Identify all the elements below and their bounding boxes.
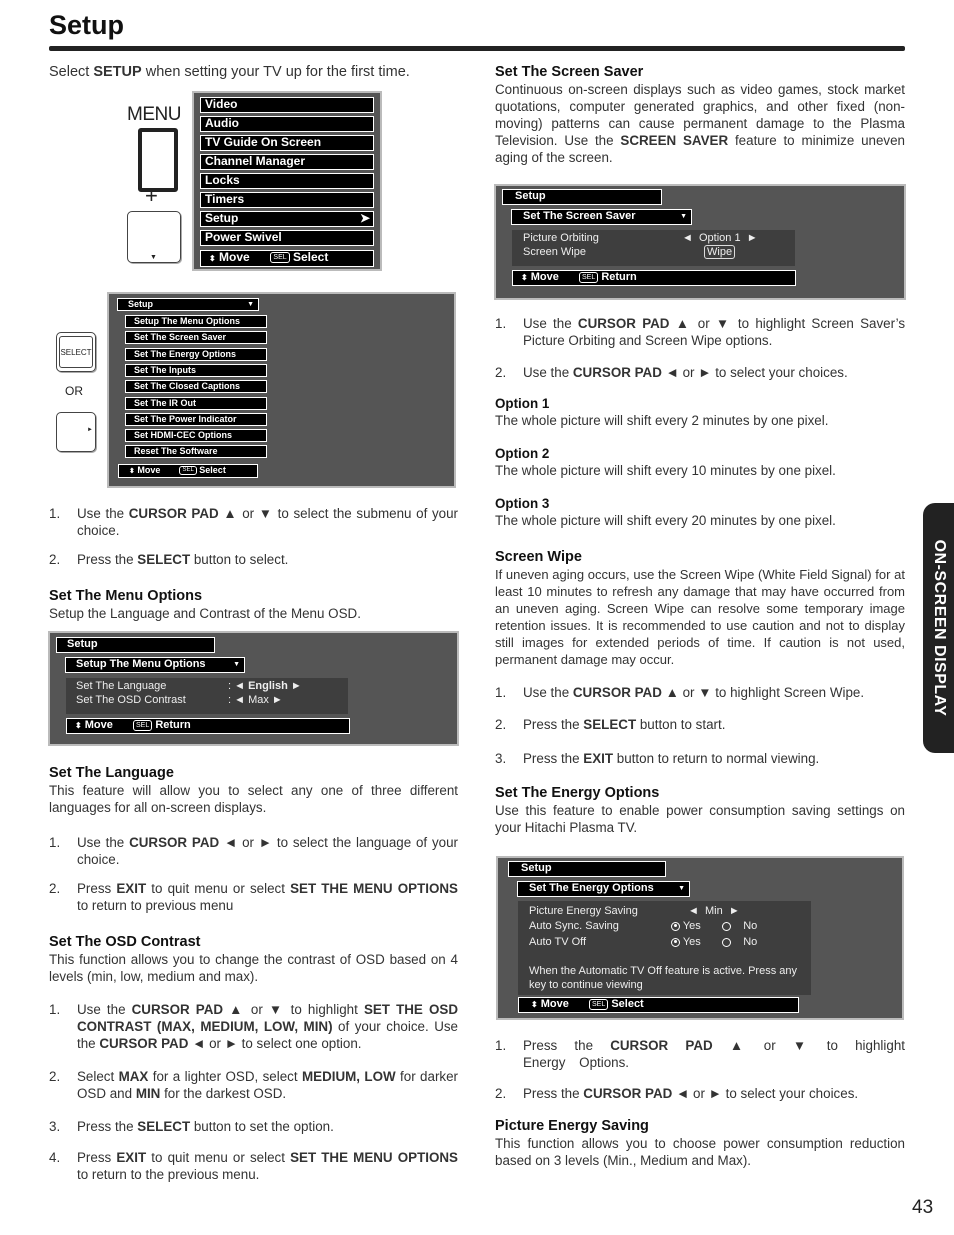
- title-rule: [49, 46, 905, 51]
- select-button-icon: SELECT: [56, 332, 96, 372]
- setup-item-reset-software[interactable]: Reset The Software: [125, 445, 267, 458]
- setup-item-inputs[interactable]: Set The Inputs: [125, 364, 267, 377]
- screen-saver-settings: Picture Orbiting ◄ Option 1 ► Screen Wipe Wipe: [512, 230, 795, 266]
- auto-tv-off-no-radio[interactable]: No: [722, 936, 757, 948]
- osd-submenu-title: Set The Energy Options ▼: [517, 881, 690, 897]
- screen-saver-steps: 1. Use the CURSOR PAD ▲ or ▼ to highlight Screen Saver’s Picture Orbiting and Screen Wipe options. 2. Use the CURSOR PAD ◄ or ► to select your choices. Option 1 The whole picture will shift every 2 minutes by one pixel. Option 2 The whole picture will shift every 10 minutes by one pixel. Option 3 The whole picture will shift every 20 minutes by one pixel.: [495, 316, 906, 528]
- osd-nav-bar: ⬍ Move SEL Return: [66, 718, 350, 734]
- intro-text: Select SETUP when setting your TV up for the first time.: [49, 64, 410, 80]
- main-menu-nav-bar: ⬍ Move SEL Select: [200, 250, 374, 267]
- auto-sync-no-radio[interactable]: No: [722, 920, 757, 932]
- cursor-down-button-icon: ▼: [127, 211, 181, 263]
- menu-item-audio[interactable]: Audio: [200, 116, 374, 132]
- dropdown-arrow-icon: ▼: [233, 661, 240, 668]
- sel-icon: SEL: [133, 720, 152, 731]
- energy-settings: Picture Energy Saving ◄ Min ► Auto Sync. Saving Yes No Auto TV Off Yes No When the Automatic TV Off feature is active. Press any key to continue viewing: [518, 901, 811, 995]
- menu-item-locks[interactable]: Locks: [200, 173, 374, 189]
- osd-submenu-title: Setup The Menu Options ▼: [65, 657, 245, 673]
- menu-item-video[interactable]: Video: [200, 97, 374, 113]
- setup-menu-header: Setup ▼: [117, 298, 259, 311]
- contrast-section: Set The OSD Contrast This function allows you to change the contrast of OSD based on 4 levels (min, low, medium and max). 1. Use the CURSOR PAD ▲ or ▼ to highlight SET THE OSD CONTRAST (MAX, MEDIUM, LOW, MIN) of your choice. Use the CURSOR PAD ◄ or ► to select one option. 2. Select MAX for a lighter OSD, select MEDIUM, LOW for darker OSD and MIN for the darkest OSD. 3. Press the SELECT button to set the option. 4. Press EXIT to quit menu or select SET THE MENU OPTIONS to return to the previous menu.: [49, 934, 459, 1182]
- menu-item-power-swivel[interactable]: Power Swivel: [200, 230, 374, 246]
- setup-item-screen-saver[interactable]: Set The Screen Saver: [125, 331, 267, 344]
- sel-icon: SEL: [179, 466, 196, 475]
- setup-item-hdmi-cec[interactable]: Set HDMI-CEC Options: [125, 429, 267, 442]
- screen-saver-section: Set The Screen Saver Continuous on-screen displays such as video games, stock market quotations, computer generated graphics, and other fixed (non-moving) patterns can cause permanent damage to the Plasma Television. Use the SCREEN SAVER feature to minimize uneven aging of the screen.: [495, 64, 906, 165]
- menu-button-icon: [138, 128, 178, 192]
- screen-wipe-section: Screen Wipe If uneven aging occurs, use the Screen Wipe (White Field Signal) for at least 10 minutes to refresh any damage that may have occurred from an uneven aging. Screen Wipe can resolve some temporary image retention issues. It is recommended to use caution and not to display still images for extended periods of time. If caution is not used, permanent damage may occur. 1. Use the CURSOR PAD ▲ or ▼ to highlight Screen Wipe. 2. Press the SELECT button to start. 3. Press the EXIT button to return to normal viewing.: [495, 549, 905, 766]
- setup-item-menu-options[interactable]: Setup The Menu Options: [125, 315, 267, 328]
- page-number: 43: [912, 1197, 934, 1218]
- page-title: Setup: [49, 10, 125, 40]
- energy-options-section: Set The Energy Options Use this feature to enable power consumption saving settings on your Hitachi Plasma TV.: [495, 785, 905, 835]
- cursor-right-button-icon: ►: [56, 412, 96, 452]
- sel-icon: SEL: [589, 999, 608, 1010]
- language-section: Set The Language This feature will allow you to select any one of three different languages for all on-screen displays. 1. Use the CURSOR PAD ◄ or ► to select the language of your choice. 2. Press EXIT to quit menu or select SET THE MENU OPTIONS to return to previous menu: [49, 765, 459, 913]
- osd-nav-bar: ⬍ Move SEL Select: [518, 997, 799, 1013]
- side-tab: ON-SCREEN DISPLAY: [923, 503, 954, 753]
- setup-item-power-indicator[interactable]: Set The Power Indicator: [125, 413, 267, 426]
- dropdown-arrow-icon: ▼: [247, 301, 254, 308]
- move-icon: ⬍: [531, 1000, 538, 1009]
- osd-header: Setup: [502, 189, 662, 205]
- move-icon: ⬍: [129, 468, 135, 475]
- auto-tv-off-yes-radio[interactable]: Yes: [671, 936, 701, 948]
- osd-submenu-title: Set The Screen Saver ▼: [511, 209, 692, 225]
- picture-energy-saving-selector[interactable]: ◄ Min ►: [688, 905, 740, 917]
- move-icon: ⬍: [209, 254, 216, 263]
- setup-item-closed-captions[interactable]: Set The Closed Captions: [125, 380, 267, 393]
- move-icon: ⬍: [521, 273, 528, 282]
- picture-orbiting-selector[interactable]: ◄ Option 1 ►: [682, 232, 758, 244]
- menu-options-settings: Set The Language : ◄ English ► Set The OSD Contrast : ◄ Max ►: [66, 678, 348, 714]
- language-selector[interactable]: : ◄ English ►: [228, 680, 302, 692]
- setup-item-ir-out[interactable]: Set The IR Out: [125, 397, 267, 410]
- sel-icon: SEL: [579, 272, 598, 283]
- osd-nav-bar: ⬍ Move SEL Return: [512, 270, 796, 286]
- menu-item-timers[interactable]: Timers: [200, 192, 374, 208]
- menu-options-section: Set The Menu Options Setup the Language and Contrast of the Menu OSD.: [49, 588, 458, 622]
- osd-header: Setup: [56, 637, 215, 653]
- menu-item-channel-manager[interactable]: Channel Manager: [200, 154, 374, 170]
- menu-options-heading: Set The Menu Options: [49, 588, 203, 604]
- osd-header: Setup: [508, 861, 666, 877]
- auto-sync-yes-radio[interactable]: Yes: [671, 920, 701, 932]
- chevron-right-icon: ➤: [359, 211, 370, 225]
- move-icon: ⬍: [75, 721, 82, 730]
- plus-sign: +: [145, 183, 158, 208]
- screen-wipe-button[interactable]: Wipe: [704, 245, 735, 259]
- energy-steps: 1. Press the CURSOR PAD ▲ or ▼ to highlight Energy Options. 2. Press the CURSOR PAD ◄ or ► to select your choices.: [495, 1038, 905, 1101]
- menu-item-tv-guide[interactable]: TV Guide On Screen: [200, 135, 374, 151]
- menu-item-setup[interactable]: Setup ➤: [200, 211, 374, 227]
- dropdown-arrow-icon: ▼: [678, 885, 685, 892]
- picture-energy-saving-section: Picture Energy Saving This function allows you to choose power consumption reduction based on 3 levels (Min., Medium and Max).: [495, 1118, 905, 1168]
- sel-icon: SEL: [270, 252, 289, 263]
- setup-item-energy-options[interactable]: Set The Energy Options: [125, 348, 267, 361]
- or-label: OR: [65, 384, 83, 398]
- dropdown-arrow-icon: ▼: [680, 213, 687, 220]
- setup-menu-nav-bar: ⬍ Move SEL Select: [118, 464, 258, 478]
- menu-label: MENU: [127, 104, 181, 125]
- left-steps-1: 1. Use the CURSOR PAD ▲ or ▼ to select the submenu of your choice. 2. Press the SELECT button to select.: [49, 506, 458, 567]
- contrast-selector[interactable]: : ◄ Max ►: [228, 694, 283, 706]
- auto-tv-off-note: When the Automatic TV Off feature is active. Press any key to continue viewing: [529, 965, 797, 991]
